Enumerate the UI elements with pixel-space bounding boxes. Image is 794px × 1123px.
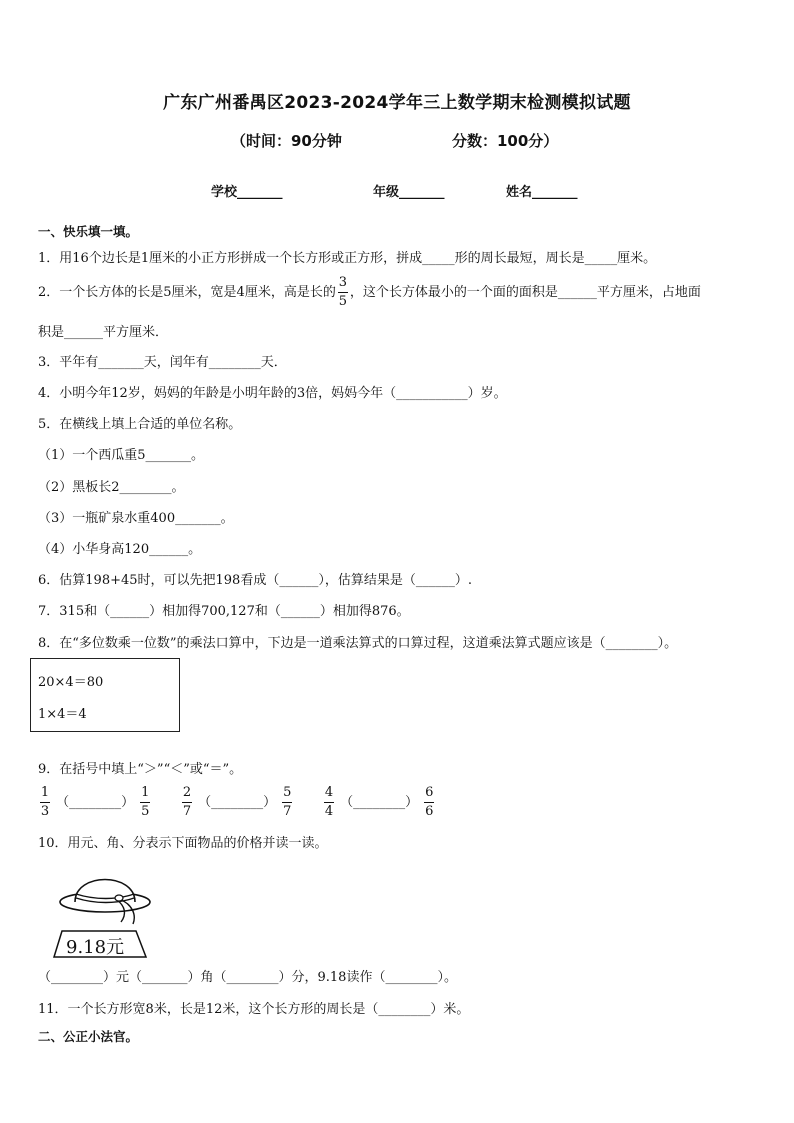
- question-3: 3．平年有_______天，闰年有________天．: [38, 355, 287, 370]
- exam-score: 分数：100分）: [452, 132, 559, 150]
- name-field: 姓名_______: [506, 185, 578, 200]
- exam-time: （时间：90分钟: [231, 132, 342, 150]
- question-2: [38, 276, 701, 309]
- fraction-denominator: 5: [338, 294, 347, 309]
- calculation-line-2: 1×4＝4: [38, 707, 87, 722]
- question-5-item-3: （3）一瓶矿泉水重400_______。: [38, 511, 234, 526]
- calculation-line-1: 20×4＝80: [38, 675, 104, 690]
- question-6: 6．估算198+45时，可以先把198看成（______），估算结果是（______）.: [38, 573, 472, 588]
- section-1-title: 一、快乐填一填。: [38, 224, 139, 239]
- question-1: 1．用16个边长是1厘米的小正方形拼成一个长方形或正方形，拼成_____形的周长最短，周长是_____厘米。: [38, 251, 657, 266]
- school-field: 学校_______: [211, 185, 283, 200]
- question-9-stem: 9．在括号中填上“＞”“＜”或“＝”。: [38, 762, 243, 777]
- question-4: 4．小明今年12岁，妈妈的年龄是小明年龄的3倍，妈妈今年（___________）岁。: [38, 386, 507, 401]
- fraction: $\frac{6}{6}$: [425, 785, 434, 819]
- fraction-three-fifths: [338, 276, 348, 309]
- page-title: 广东广州番禺区2023-2024学年三上数学期末检测模拟试题: [163, 93, 631, 113]
- fraction-numerator: 3: [338, 275, 347, 290]
- answer-blank: （________）: [56, 795, 135, 810]
- comparison-pair-2: [180, 786, 294, 819]
- answer-blank: （________）: [198, 795, 277, 810]
- question-5-stem: 5．在横线上填上合适的单位名称。: [38, 417, 242, 432]
- price-label: 9.18元: [66, 937, 125, 958]
- question-8-stem: 8．在“多位数乘一位数”的乘法口算中，下边是一道乘法算式的口算过程，这道乘法算式题应该是（________）。: [38, 636, 678, 651]
- question-2-text-b: ，这个长方体最小的一个面的面积是______平方厘米，占地面: [349, 285, 701, 300]
- hat-illustration: [55, 862, 165, 932]
- section-2-title: 二、公正小法官。: [38, 1029, 139, 1044]
- question-7: 7．315和（______）相加得700,127和（______）相加得876。: [38, 604, 410, 619]
- fraction: $\frac{4}{4}$: [324, 785, 334, 819]
- question-5-item-1: （1）一个西瓜重5_______。: [38, 448, 205, 463]
- fraction: $\frac{1}{5}$: [141, 785, 150, 819]
- fraction: $\frac{1}{3}$: [40, 785, 50, 819]
- grade-field: 年级_______: [373, 185, 445, 200]
- fraction: $\frac{5}{7}$: [283, 785, 292, 819]
- comparison-pair-1: [38, 786, 152, 819]
- question-5-item-2: （2）黑板长2________。: [38, 480, 185, 495]
- question-10-answer: （________）元（_______）角（________）分，9.18读作（________）。: [38, 970, 457, 985]
- question-11: 11．一个长方形宽8米，长是12米，这个长方形的周长是（________）米。: [38, 1002, 470, 1017]
- question-2-continued: 积是______平方厘米．: [38, 325, 169, 340]
- question-10-stem: 10．用元、角、分表示下面物品的价格并读一读。: [38, 836, 328, 851]
- question-5-item-4: （4）小华身高120______。: [38, 542, 202, 557]
- answer-blank: （________）: [340, 795, 419, 810]
- fraction: $\frac{2}{7}$: [182, 785, 192, 819]
- calculation-box: [30, 658, 180, 732]
- question-2-text-a: 2．一个长方体的长是5厘米，宽是4厘米，高是长的: [38, 285, 336, 300]
- comparison-pair-3: [322, 786, 436, 819]
